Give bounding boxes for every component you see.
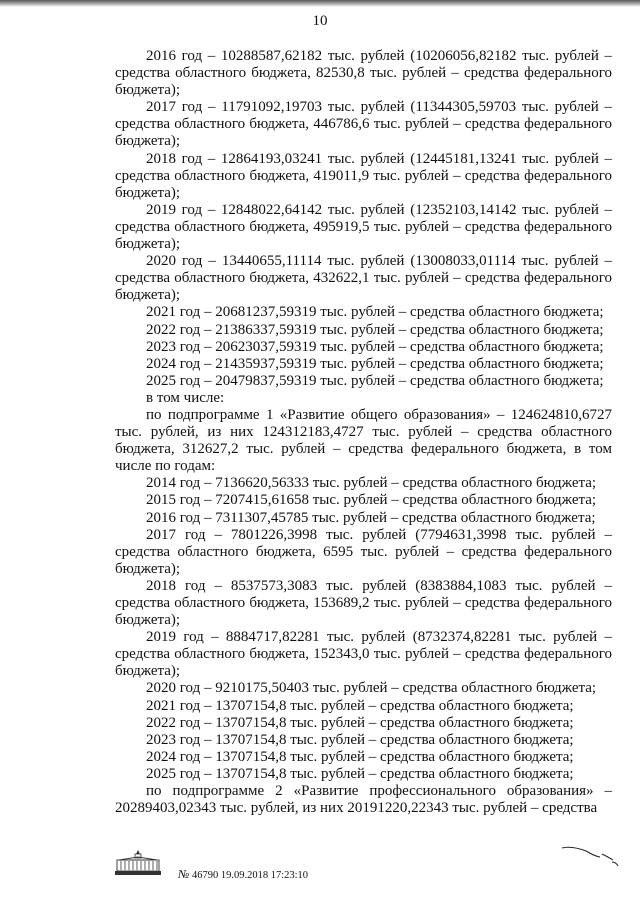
body-line: 2023 год – 20623037,59319 тыс. рублей – средства областного бюджета; (146, 338, 604, 355)
body-line: 2021 год – 20681237,59319 тыс. рублей – средства областного бюджета; (146, 304, 604, 321)
body-paragraph: 2017 год – 11791092,19703 тыс. рублей (11344305,59703 тыс. рублей – средства областного бюджета, 446786,6 тыс. рублей – средства федерального бюджета); (115, 99, 612, 150)
body-paragraph: 2019 год – 8884717,82281 тыс. рублей (8732374,82281 тыс. рублей – средства областного бюджета, 152343,0 тыс. рублей – средства федерального бюджета); (115, 629, 612, 680)
body-paragraph: 2020 год – 13440655,11114 тыс. рублей (13008033,01114 тыс. рублей – средства областного бюджета, 432622,1 тыс. рублей – средства федерального бюджета); (115, 253, 612, 304)
registration-stamp (178, 868, 308, 882)
stamp-text: 46790 19.09.2018 17:23:10 (189, 870, 309, 881)
government-building-logo (113, 848, 163, 876)
scan-top-edge (0, 0, 640, 7)
body-paragraph: 2016 год – 10288587,62182 тыс. рублей (10206056,82182 тыс. рублей – средства областного бюджета, 82530,8 тыс. рублей – средства федерального бюджета); (115, 48, 612, 99)
body-paragraph: по подпрограмме 1 «Развитие общего образования» – 124624810,6727 тыс. рублей, из них 124312183,4727 тыс. рублей – средства областного бюджета, 312627,2 тыс. рублей – средства федерального бюджета, в том числе по годам: (115, 406, 612, 475)
body-line: 2020 год – 9210175,50403 тыс. рублей – средства областного бюджета; (146, 680, 597, 697)
page-number: 10 (312, 13, 328, 29)
body-line: в том числе: (146, 389, 225, 406)
body-line: 2023 год – 13707154,8 тыс. рублей – средства областного бюджета; (146, 731, 574, 748)
body-line: 2014 год – 7136620,56333 тыс. рублей – средства областного бюджета; (146, 475, 597, 492)
stamp-number-mark: № (178, 867, 190, 881)
body-line: 2015 год – 7207415,61658 тыс. рублей – средства областного бюджета; (146, 492, 597, 509)
document-body (115, 48, 612, 817)
body-line: 2021 год – 13707154,8 тыс. рублей – средства областного бюджета; (146, 697, 574, 714)
body-paragraph: 2017 год – 7801226,3998 тыс. рублей (7794631,3998 тыс. рублей – средства областного бюджета, 6595 тыс. рублей – средства федерального бюджета); (115, 526, 612, 577)
body-line: 2024 год – 13707154,8 тыс. рублей – средства областного бюджета; (146, 748, 574, 765)
body-line: 2025 год – 20479837,59319 тыс. рублей – средства областного бюджета; (146, 372, 604, 389)
body-paragraph: 2018 год – 8537573,3083 тыс. рублей (8383884,1083 тыс. рублей – средства областного бюджета, 153689,2 тыс. рублей – средства федерального бюджета); (115, 577, 612, 629)
handwritten-signature (560, 838, 620, 868)
body-line: 2022 год – 21386337,59319 тыс. рублей – средства областного бюджета; (146, 321, 604, 338)
body-line: 2022 год – 13707154,8 тыс. рублей – средства областного бюджета; (146, 714, 574, 731)
body-paragraph: 2018 год – 12864193,03241 тыс. рублей (12445181,13241 тыс. рублей – средства областного бюджета, 419011,9 тыс. рублей – средства федерального бюджета); (115, 150, 612, 201)
body-paragraph: по подпрограмме 2 «Развитие профессионального образования» – 20289403,02343 тыс. рублей, из них 20191220,22343 тыс. рублей – средства (115, 783, 612, 817)
body-line: 2016 год – 7311307,45785 тыс. рублей – средства областного бюджета; (146, 509, 596, 526)
body-line: 2024 год – 21435937,59319 тыс. рублей – средства областного бюджета; (146, 355, 604, 372)
body-paragraph: 2019 год – 12848022,64142 тыс. рублей (12352103,14142 тыс. рублей – средства областного бюджета, 495919,5 тыс. рублей – средства федерального бюджета); (115, 201, 612, 253)
body-line: 2025 год – 13707154,8 тыс. рублей – средства областного бюджета; (146, 765, 574, 782)
